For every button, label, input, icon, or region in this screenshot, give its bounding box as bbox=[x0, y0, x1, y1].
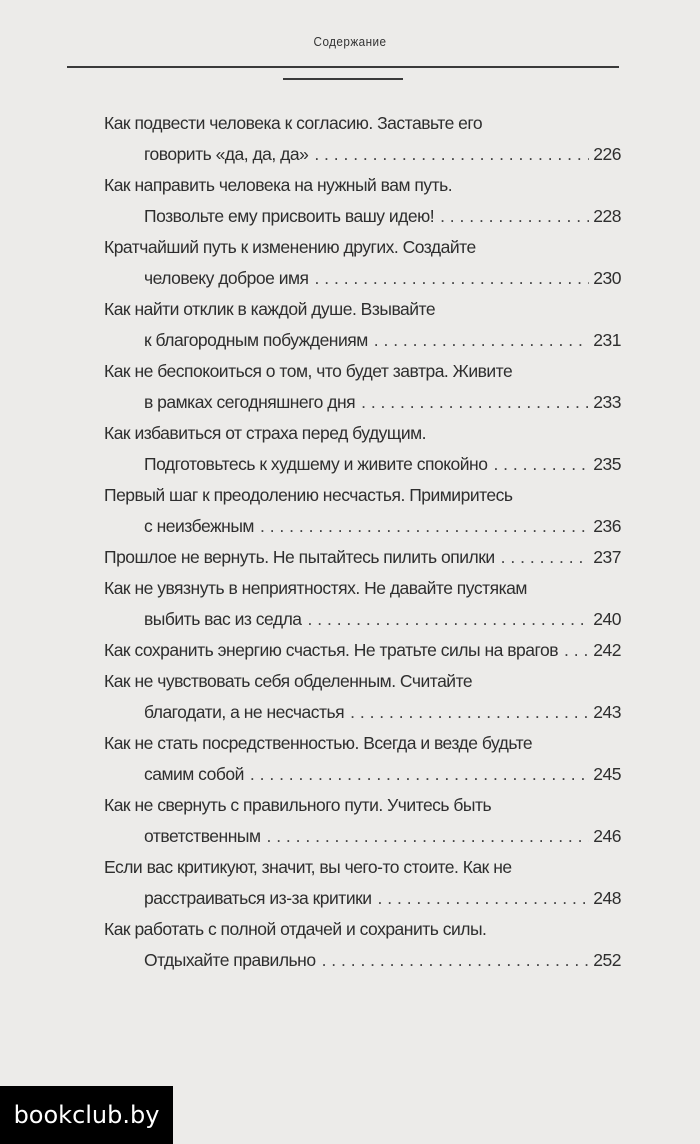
toc-entry-subtitle: Позвольте ему присвоить вашу идею! bbox=[144, 206, 435, 226]
dot-leader bbox=[361, 387, 589, 418]
toc-entry bbox=[104, 852, 621, 914]
toc-entry bbox=[104, 356, 621, 418]
toc-entry bbox=[104, 294, 621, 356]
toc-page-number: 236 bbox=[593, 516, 621, 536]
toc-page-number: 240 bbox=[593, 609, 621, 629]
toc-page-number: 245 bbox=[593, 764, 621, 784]
toc-entry bbox=[104, 232, 621, 294]
toc-page-number: 231 bbox=[593, 330, 621, 350]
toc-entry-subtitle: Отдыхайте правильно bbox=[144, 950, 316, 970]
toc-entry-title: Как не чувствовать себя обделенным. Считайте bbox=[104, 671, 473, 691]
dot-leader bbox=[250, 759, 589, 790]
toc-entry-subtitle: в рамках сегодняшнего дня bbox=[144, 392, 356, 412]
toc-entry-subtitle: к благородным побуждениям bbox=[144, 330, 368, 350]
table-of-contents bbox=[104, 108, 621, 976]
toc-entry bbox=[104, 418, 621, 480]
dot-leader bbox=[315, 263, 590, 294]
toc-page-number: 246 bbox=[593, 826, 621, 846]
toc-entry-subtitle: говорить «да, да, да» bbox=[144, 144, 309, 164]
toc-entry bbox=[104, 790, 621, 852]
toc-entry bbox=[104, 573, 621, 635]
dot-leader bbox=[493, 449, 589, 480]
toc-entry bbox=[104, 480, 621, 542]
toc-entry-subtitle: расстраиваться из-за критики bbox=[144, 888, 372, 908]
dot-leader bbox=[314, 139, 589, 170]
toc-entry bbox=[104, 170, 621, 232]
dot-leader bbox=[440, 201, 589, 232]
toc-entry-title: Прошлое не вернуть. Не пытайтесь пилить опилки bbox=[104, 547, 495, 567]
toc-page-number: 248 bbox=[593, 888, 621, 908]
toc-page-number: 228 bbox=[593, 206, 621, 226]
dot-leader bbox=[564, 635, 589, 666]
toc-page-number: 242 bbox=[593, 640, 621, 660]
toc-entry-title: Как подвести человека к согласию. Заставьте его bbox=[104, 113, 483, 133]
dot-leader bbox=[260, 511, 589, 542]
dot-leader bbox=[266, 821, 589, 852]
running-header: Содержание bbox=[313, 34, 387, 49]
dot-leader bbox=[308, 604, 590, 635]
toc-entry-title: Кратчайший путь к изменению других. Создайте bbox=[104, 237, 476, 257]
toc-entry-title: Как избавиться от страха перед будущим. bbox=[104, 423, 426, 443]
toc-entry-title: Как не беспокоиться о том, что будет завтра. Живите bbox=[104, 361, 513, 381]
toc-entry-subtitle: выбить вас из седла bbox=[144, 609, 302, 629]
toc-entry-title: Первый шаг к преодолению несчастья. Примиритесь bbox=[104, 485, 513, 505]
toc-entry-title: Как не свернуть с правильного пути. Учитесь быть bbox=[104, 795, 492, 815]
dot-leader bbox=[374, 325, 590, 356]
header-rule bbox=[67, 66, 619, 68]
dot-leader bbox=[378, 883, 590, 914]
toc-entry-title: Как работать с полной отдачей и сохранить силы. bbox=[104, 919, 487, 939]
header-short-rule bbox=[283, 78, 403, 80]
toc-entry-title: Как направить человека на нужный вам путь. bbox=[104, 175, 453, 195]
toc-entry-title: Как найти отклик в каждой душе. Взывайте bbox=[104, 299, 436, 319]
toc-entry-subtitle: с неизбежным bbox=[144, 516, 254, 536]
toc-page-number: 233 bbox=[593, 392, 621, 412]
toc-entry-title: Как сохранить энергию счастья. Не тратьте силы на врагов bbox=[104, 640, 559, 660]
toc-page-number: 230 bbox=[593, 268, 621, 288]
toc-page-number: 235 bbox=[593, 454, 621, 474]
toc-entry-title: Как не стать посредственностью. Всегда и везде будьте bbox=[104, 733, 533, 753]
dot-leader bbox=[322, 945, 590, 976]
toc-entry bbox=[104, 914, 621, 976]
toc-entry-subtitle: самим собой bbox=[144, 764, 244, 784]
dot-leader bbox=[501, 542, 590, 573]
toc-page-number: 237 bbox=[593, 547, 621, 567]
toc-entry bbox=[104, 666, 621, 728]
toc-entry-subtitle: ответственным bbox=[144, 826, 261, 846]
toc-entry-title: Если вас критикуют, значит, вы чего-то стоите. Как не bbox=[104, 857, 512, 877]
toc-entry-subtitle: Подготовьтесь к худшему и живите спокойно bbox=[144, 454, 488, 474]
toc-entry-title: Как не увязнуть в неприятностях. Не давайте пустякам bbox=[104, 578, 527, 598]
toc-entry bbox=[104, 542, 621, 573]
toc-entry-subtitle: человеку доброе имя bbox=[144, 268, 309, 288]
toc-entry bbox=[104, 635, 621, 666]
dot-leader bbox=[350, 697, 589, 728]
toc-page-number: 243 bbox=[593, 702, 621, 722]
toc-page-number: 226 bbox=[593, 144, 621, 164]
toc-page-number: 252 bbox=[593, 950, 621, 970]
toc-entry-subtitle: благодати, а не несчастья bbox=[144, 702, 345, 722]
toc-entry bbox=[104, 728, 621, 790]
toc-entry bbox=[104, 108, 621, 170]
site-watermark: bookclub.by bbox=[0, 1086, 173, 1144]
